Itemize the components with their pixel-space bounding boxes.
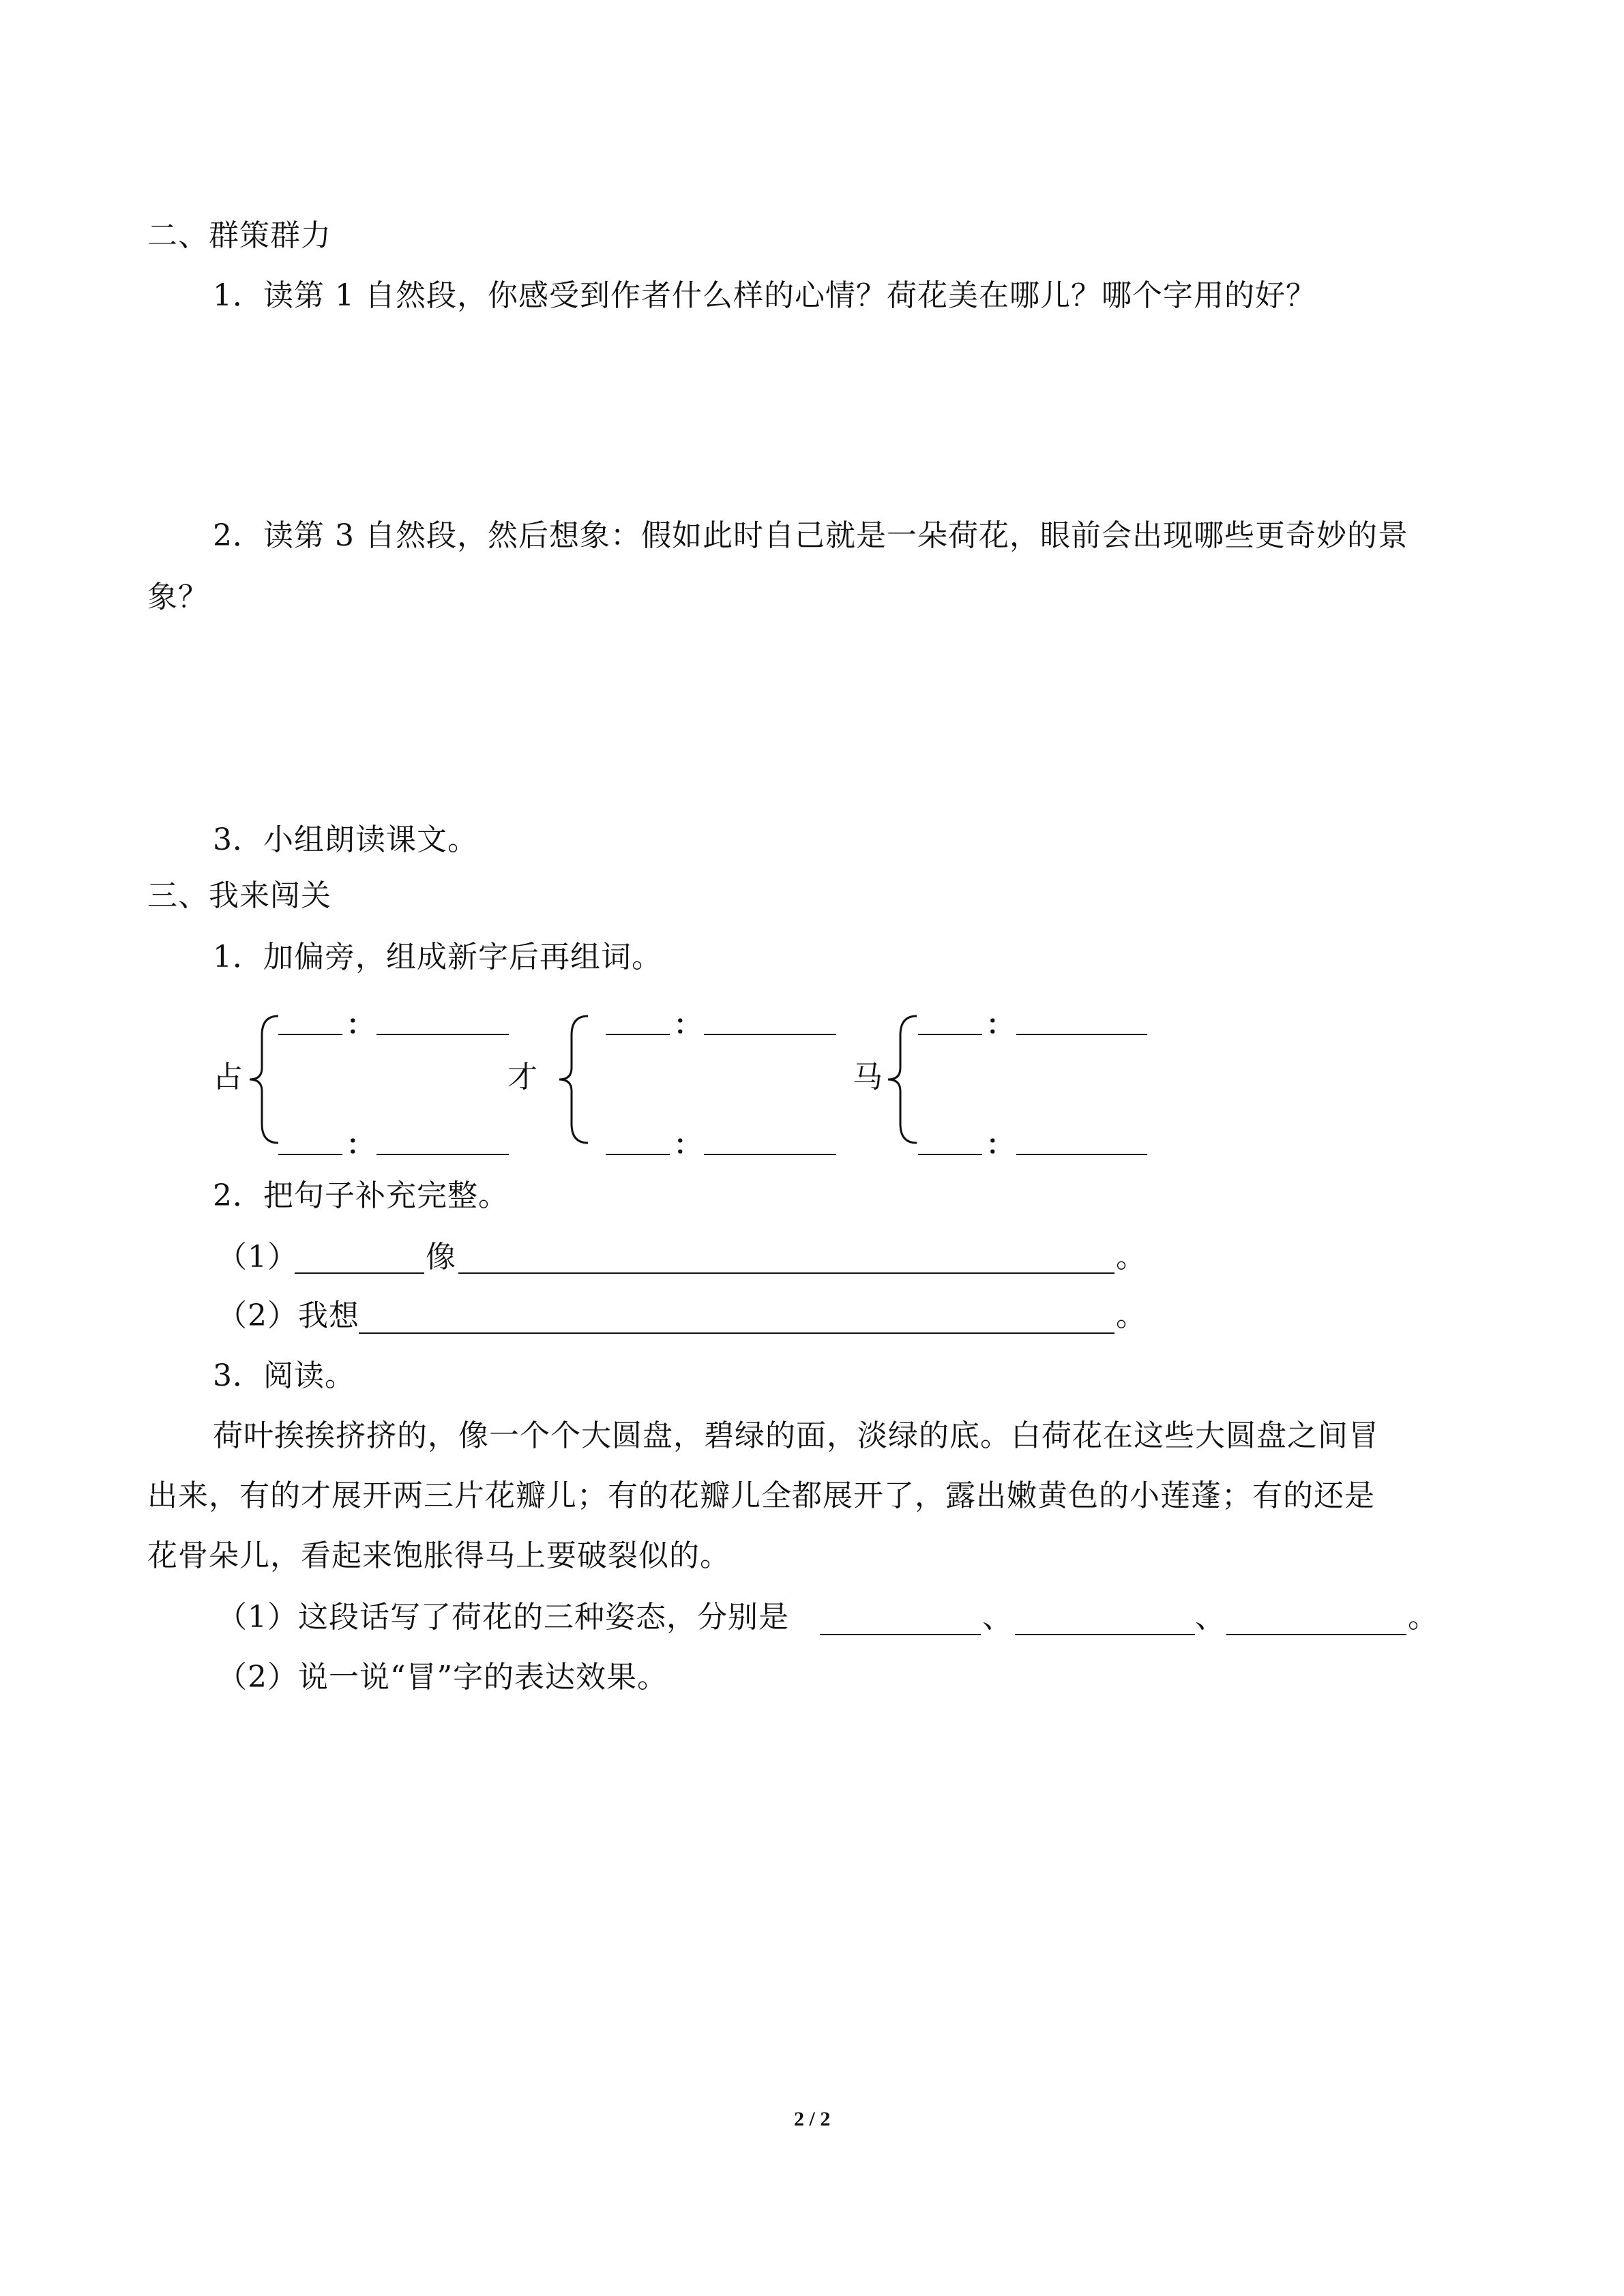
colon-separator: ： bbox=[674, 1009, 701, 1041]
sentence-2-prefix: （2）我想 bbox=[217, 1298, 359, 1333]
radical-char-3: 马 bbox=[853, 1060, 883, 1094]
section-heading-2: 二、群策群力 bbox=[147, 218, 331, 253]
answer-blank[interactable] bbox=[704, 1034, 836, 1035]
colon-separator: ： bbox=[986, 1129, 1014, 1161]
sentence-1-word: 像 bbox=[426, 1240, 456, 1274]
sentence-2-end: 。 bbox=[1116, 1298, 1147, 1333]
answer-blank[interactable] bbox=[606, 1154, 670, 1155]
colon-separator: ： bbox=[346, 1009, 374, 1041]
answer-blank[interactable] bbox=[377, 1154, 509, 1155]
question-2-2-line1: 2．读第 3 自然段，然后想象：假如此时自己就是一朵荷花，眼前会出现哪些更奇妙的景 bbox=[213, 518, 1408, 553]
answer-blank[interactable] bbox=[918, 1034, 982, 1035]
question-2-1: 1．读第 1 自然段，你感受到作者什么样的心情？荷花美在哪儿？哪个字用的好？ bbox=[213, 278, 1316, 313]
colon-separator: ： bbox=[986, 1009, 1014, 1041]
sub-question-2: （2）说一说“冒”字的表达效果。 bbox=[217, 1660, 668, 1695]
answer-blank[interactable] bbox=[458, 1272, 1114, 1274]
answer-blank[interactable] bbox=[1016, 1154, 1147, 1155]
answer-blank[interactable] bbox=[278, 1154, 342, 1155]
answer-blank[interactable] bbox=[606, 1034, 670, 1035]
colon-separator: ： bbox=[346, 1129, 374, 1161]
answer-blank[interactable] bbox=[1016, 1034, 1147, 1035]
brace-icon bbox=[247, 1015, 281, 1144]
answer-blank[interactable] bbox=[377, 1034, 509, 1035]
sub-question-1-sep: 、 bbox=[982, 1600, 1013, 1635]
brace-icon bbox=[557, 1015, 591, 1144]
sub-question-1: （1）这段话写了荷花的三种姿态，分别是 bbox=[217, 1600, 789, 1635]
answer-blank[interactable] bbox=[295, 1272, 424, 1274]
section-heading-3: 三、我来闯关 bbox=[147, 878, 331, 913]
colon-separator: ： bbox=[674, 1129, 701, 1161]
answer-blank[interactable] bbox=[278, 1034, 342, 1035]
answer-blank[interactable] bbox=[1226, 1634, 1406, 1635]
brace-icon bbox=[885, 1015, 919, 1144]
sentence-1-end: 。 bbox=[1116, 1240, 1147, 1274]
answer-blank[interactable] bbox=[704, 1154, 836, 1155]
radical-char-1: 占 bbox=[213, 1060, 243, 1094]
passage-line-3: 花骨朵儿，看起来饱胀得马上要破裂似的。 bbox=[147, 1538, 730, 1573]
sub-question-1-end: 。 bbox=[1408, 1600, 1438, 1635]
question-2-2-line2: 象？ bbox=[147, 580, 209, 614]
question-3-3: 3．阅读。 bbox=[213, 1358, 355, 1393]
answer-blank[interactable] bbox=[359, 1332, 1114, 1334]
question-2-3: 3．小组朗读课文。 bbox=[213, 822, 478, 857]
radical-char-2: 才 bbox=[507, 1060, 537, 1094]
question-3-2: 2．把句子补充完整。 bbox=[213, 1178, 509, 1213]
passage-line-2: 出来，有的才展开两三片花瓣儿；有的花瓣儿全都展开了，露出嫩黄色的小莲蓬；有的还是 bbox=[147, 1478, 1375, 1513]
question-3-1: 1．加偏旁，组成新字后再组词。 bbox=[213, 940, 662, 974]
sentence-1-number: （1） bbox=[217, 1240, 298, 1274]
answer-blank[interactable] bbox=[918, 1154, 982, 1155]
passage-line-1: 荷叶挨挨挤挤的，像一个个大圆盘，碧绿的面，淡绿的底。白荷花在这些大圆盘之间冒 bbox=[213, 1418, 1379, 1453]
answer-blank[interactable] bbox=[1015, 1634, 1195, 1635]
page-number: 2 / 2 bbox=[794, 2108, 831, 2130]
answer-blank[interactable] bbox=[820, 1634, 981, 1635]
sub-question-1-sep: 、 bbox=[1195, 1600, 1226, 1635]
